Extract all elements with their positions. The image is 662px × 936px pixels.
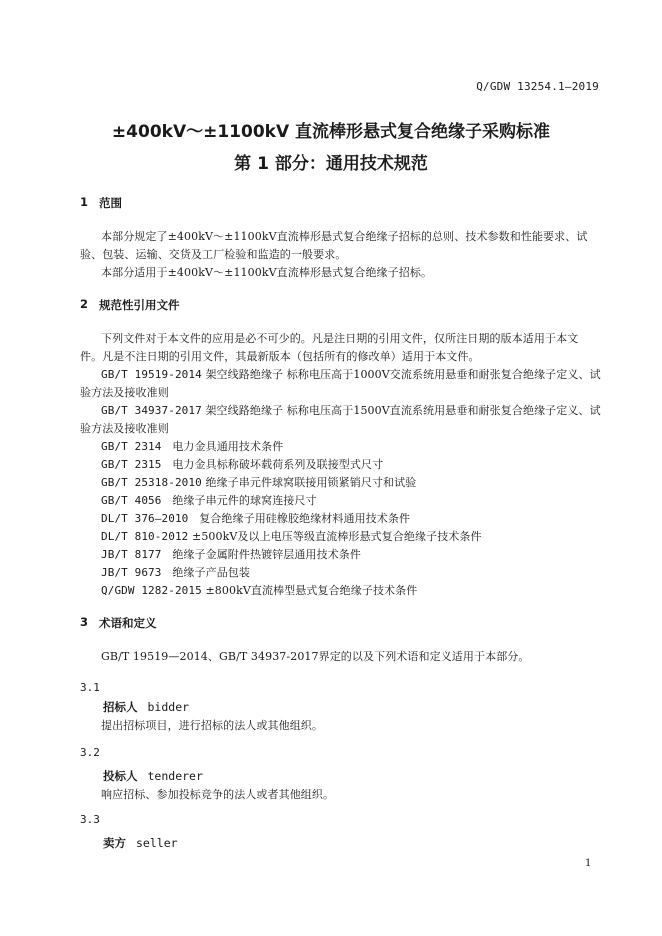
section-1-paragraph-cont: 验、包装、运输、交货及工厂检验和监造的一般要求。	[80, 248, 347, 261]
reference-title: 绝缘子串元件的球窝连接尺寸	[172, 494, 317, 507]
term-name-en: tenderer	[147, 769, 203, 783]
term-definition: 提出招标项目，进行招标的法人或其他组织。	[101, 719, 323, 732]
term-number: 3.2	[80, 746, 100, 759]
reference-title: 架空线路绝缘子 标称电压高于1000V交流系统用悬垂和耐张复合绝缘子定义、试	[205, 368, 601, 381]
term-name-en: bidder	[147, 700, 190, 714]
term-name-zh: 卖方	[103, 836, 126, 850]
reference-item	[101, 546, 361, 562]
document-title: ±400kV～±1100kV 直流棒形悬式复合绝缘子采购标准	[111, 122, 551, 142]
reference-item	[101, 492, 317, 508]
reference-item	[101, 564, 250, 580]
reference-code: DL/T 376—2010	[101, 512, 189, 525]
reference-code: GB/T 4056	[101, 494, 162, 507]
section-1-paragraph: 本部分规定了±400kV～±1100kV直流棒形悬式复合绝缘子招标的总则、技术参数和性能要求、试	[101, 230, 588, 243]
section-2-number: 2	[80, 297, 89, 311]
term-heading	[103, 699, 189, 715]
section-2-intro: 下列文件对于本文件的应用是必不可少的。凡是注日期的引用文件，仅所注日期的版本适用于本文	[101, 332, 579, 345]
reference-title: 电力金具通用技术条件	[172, 440, 284, 453]
section-2-intro-cont: 件。凡是不注日期的引用文件，其最新版本（包括所有的修改单）适用于本文件。	[80, 350, 480, 363]
reference-title: 绝缘子金属附件热镀锌层通用技术条件	[172, 548, 362, 561]
reference-item	[101, 510, 410, 526]
reference-title: 复合绝缘子用硅橡胶绝缘材料通用技术条件	[199, 512, 411, 525]
reference-code: GB/T 2314	[101, 440, 162, 453]
section-3-title: 术语和定义	[99, 616, 157, 630]
term-name-en: seller	[136, 836, 178, 850]
section-1-title: 范围	[99, 196, 122, 210]
reference-item	[101, 528, 482, 544]
document-number: Q/GDW 13254.1—2019	[476, 80, 599, 93]
term-number: 3.3	[80, 813, 100, 826]
reference-code: GB/T 34937-2017	[101, 404, 202, 417]
term-number: 3.1	[80, 681, 100, 694]
reference-title: 绝缘子产品包装	[172, 566, 251, 579]
reference-code: GB/T 2315	[101, 458, 162, 471]
term-definition: 响应招标、参加投标竞争的法人或者其他组织。	[101, 788, 335, 801]
reference-title: ±500kV及以上电压等级直流棒形悬式复合绝缘子技术条件	[192, 530, 482, 543]
reference-code: GB/T 19519-2014	[101, 368, 202, 381]
section-3-intro: GB/T 19519—2014、GB/T 34937-2017界定的以及下列术语和定义适用于本部分。	[101, 650, 530, 663]
reference-title-cont: 验方法及接收准则	[80, 386, 169, 399]
reference-item	[101, 438, 283, 454]
term-name-zh: 投标人	[103, 769, 138, 783]
reference-title: 架空线路绝缘子 标称电压高于1500V直流系统用悬垂和耐张复合绝缘子定义、试	[205, 404, 601, 417]
reference-item	[101, 582, 417, 598]
reference-title: 电力金具标称破坏载荷系列及联接型式尺寸	[172, 458, 384, 471]
reference-code: DL/T 810-2012	[101, 530, 189, 543]
reference-code: Q/GDW 1282-2015	[101, 584, 202, 597]
term-name-zh: 招标人	[103, 700, 138, 714]
section-3-number: 3	[80, 615, 89, 629]
section-1-paragraph-2: 本部分适用于±400kV～±1100kV直流棒形悬式复合绝缘子招标。	[101, 266, 433, 279]
reference-item	[101, 474, 416, 490]
reference-item	[101, 456, 383, 472]
reference-title: 绝缘子串元件球窝联接用锁紧销尺寸和试验	[205, 476, 417, 489]
reference-title-cont: 验方法及接收准则	[80, 422, 169, 435]
document-subtitle: 第 1 部分：通用技术规范	[234, 154, 428, 174]
term-heading	[103, 768, 203, 784]
reference-item	[101, 402, 601, 418]
term-heading	[103, 835, 178, 851]
section-1-number: 1	[80, 195, 89, 209]
reference-code: JB/T 9673	[101, 566, 162, 579]
reference-title: ±800kV直流棒型悬式复合绝缘子技术条件	[205, 584, 418, 597]
reference-code: GB/T 25318-2010	[101, 476, 202, 489]
reference-code: JB/T 8177	[101, 548, 162, 561]
page-number: 1	[585, 858, 592, 869]
section-2-title: 规范性引用文件	[99, 298, 180, 312]
reference-item	[101, 366, 601, 382]
